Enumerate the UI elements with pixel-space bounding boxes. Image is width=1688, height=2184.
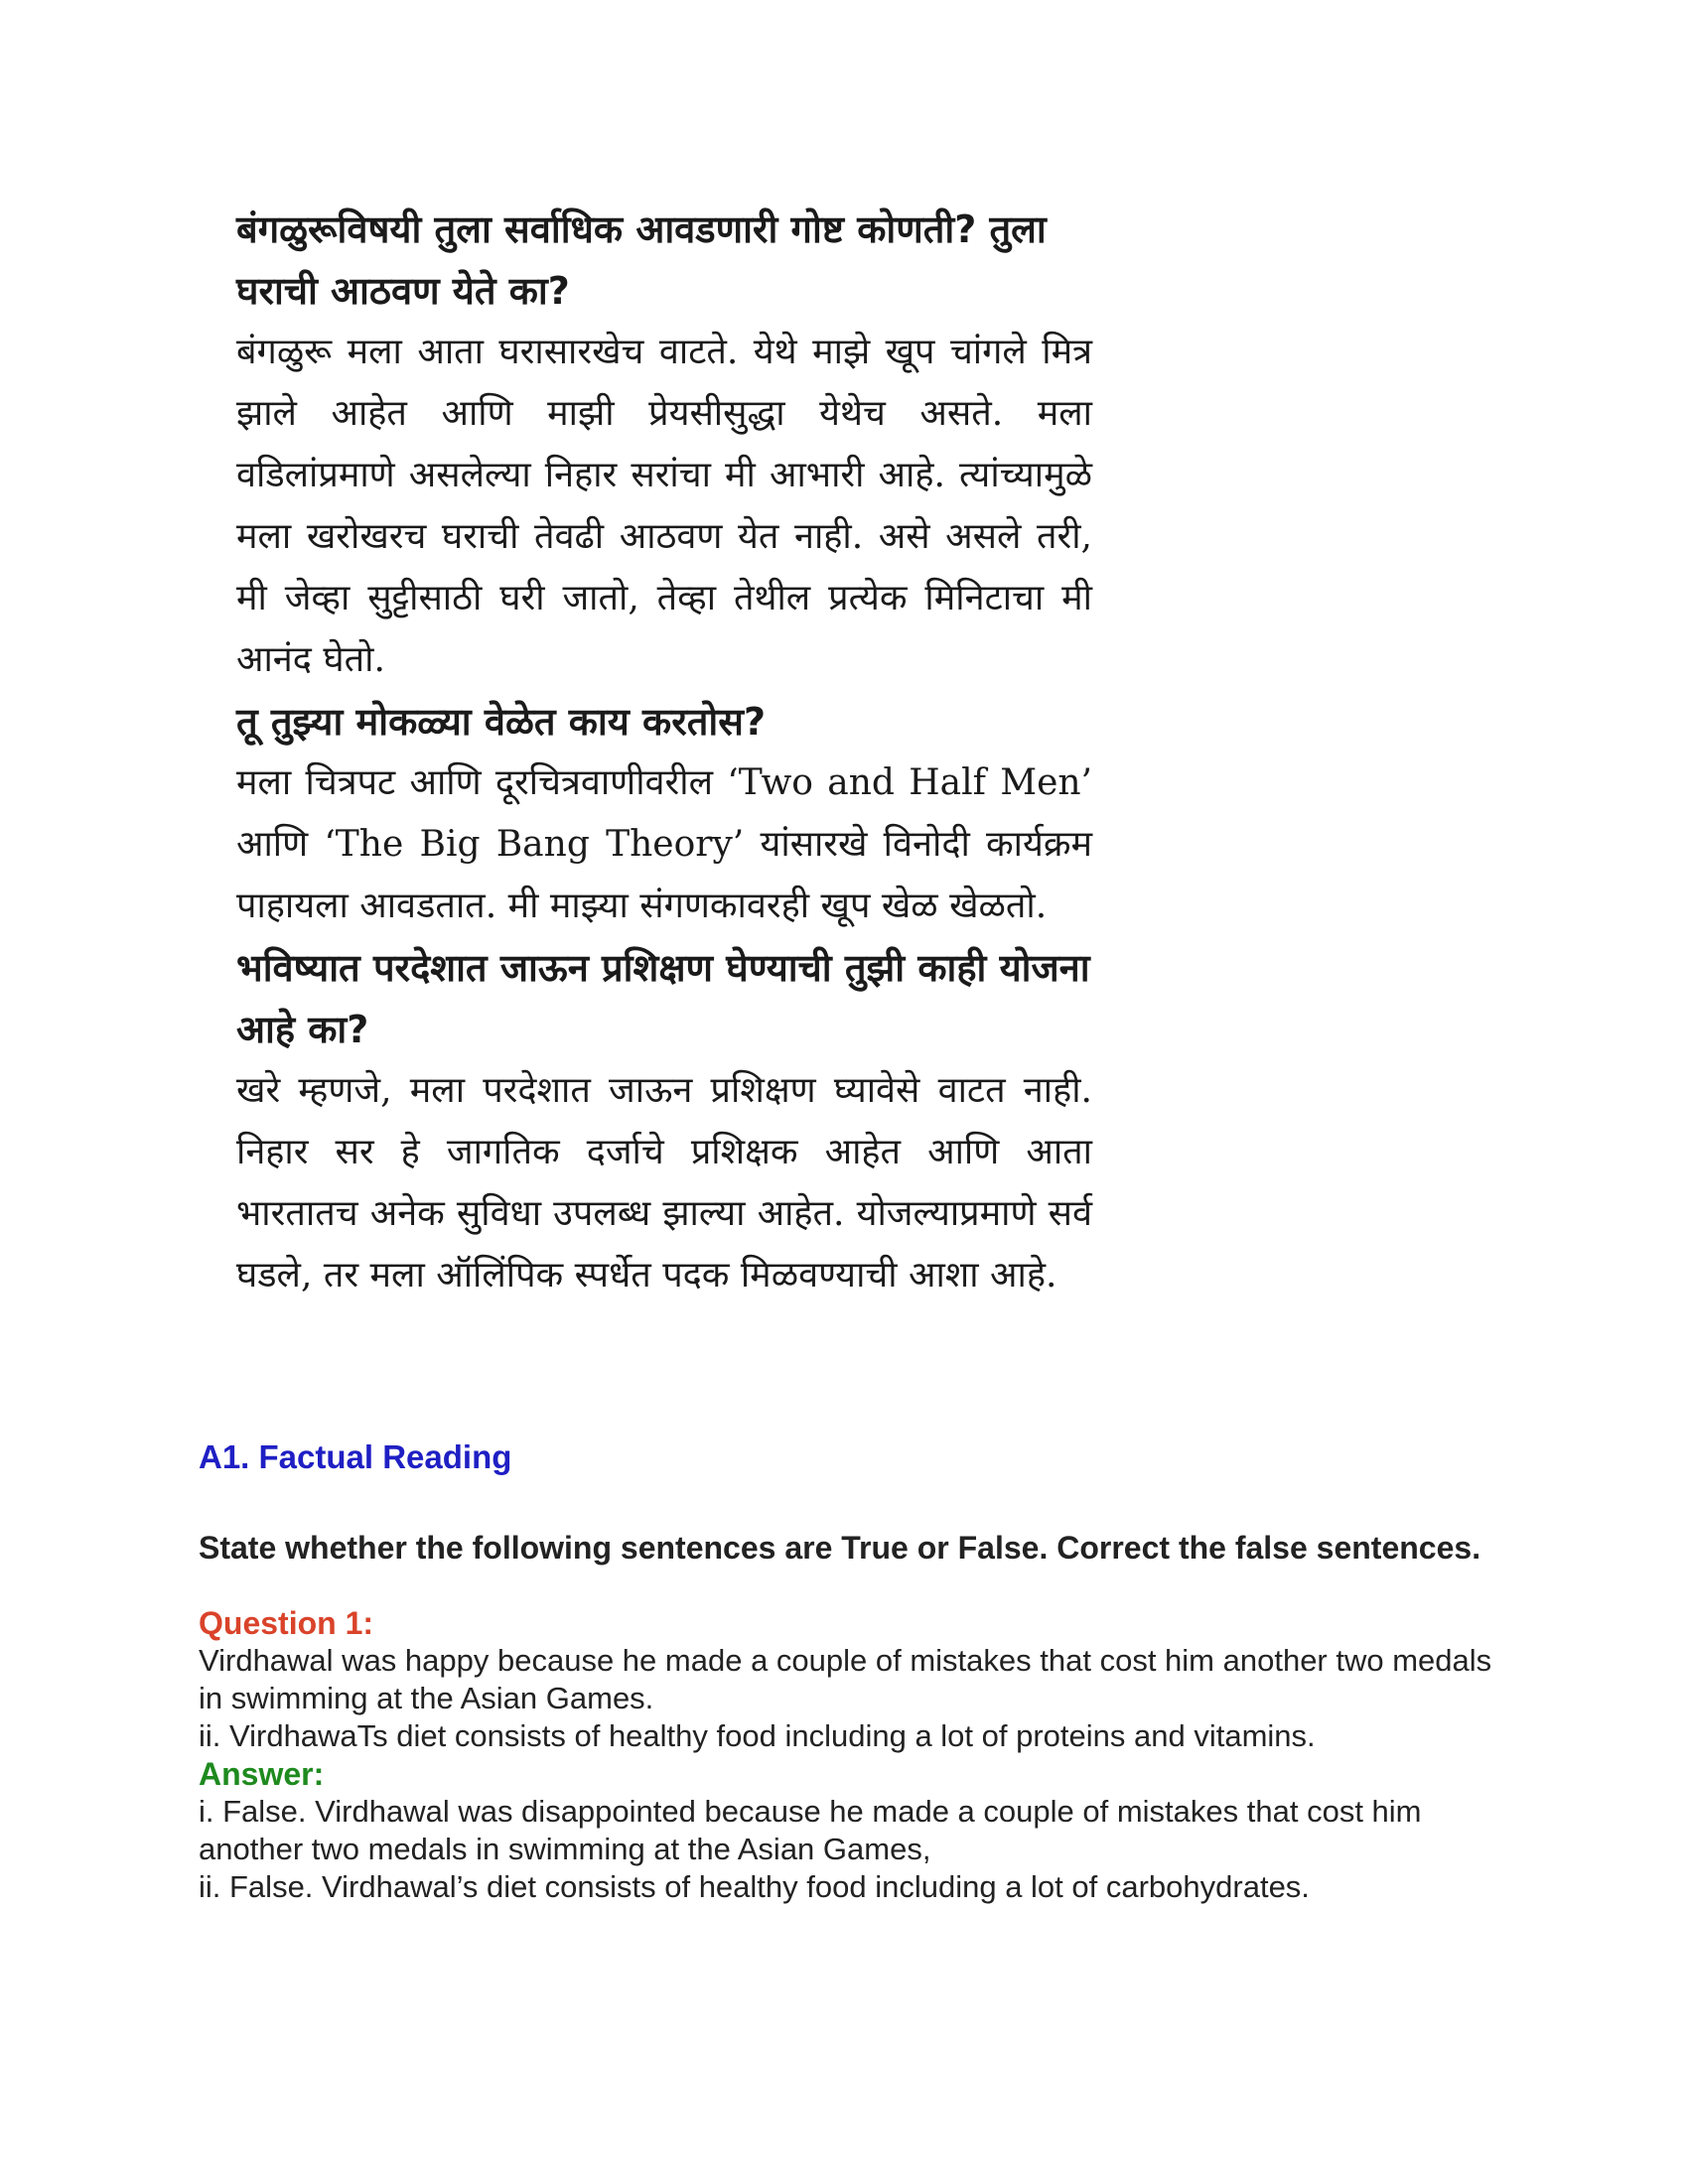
marathi-interview-excerpt xyxy=(236,199,1092,1306)
answer-label: Answer: xyxy=(199,1756,325,1792)
section-title: A1. Factual Reading xyxy=(199,1438,512,1475)
interview-question-1: बंगळुरूविषयी तुला सर्वाधिक आवडणारी गोष्ट कोणती? तुला घराची आठवण येते का? xyxy=(236,207,1047,313)
question-label: Question 1: xyxy=(199,1605,374,1641)
answer-line-1: i. False. Virdhawal was disappointed because he made a couple of mistakes that cost him another two medals in swimming at the Asian Games, xyxy=(199,1794,1422,1866)
interview-question-3: भविष्यात परदेशात जाऊन प्रशिक्षण घेण्याची तुझी काही योजना आहे का? xyxy=(236,946,1090,1051)
question-line-2: ii. VirdhawaTs diet consists of healthy food including a lot of proteins and vitamins. xyxy=(199,1718,1316,1753)
interview-answer-2: मला चित्रपट आणि दूरचित्रवाणीवरील ‘Two and Half Men’ आणि ‘The Big Bang Theory’ यांसारखे विनोदी कार्यक्रम पाहायला आवडतात. मी माझ्या संगणकावरही खूप खेळ खेळतो. xyxy=(236,762,1092,926)
question-line-1: Virdhawal was happy because he made a couple of mistakes that cost him another two medals in swimming at the Asian Games. xyxy=(199,1643,1492,1715)
interview-answer-1: बंगळुरू मला आता घरासारखेच वाटते. येथे माझे खूप चांगले मित्र झाले आहेत आणि माझी प्रेयसीसुद्धा येथेच असते. मला वडिलांप्रमाणे असलेल्या निहार सरांचा मी आभारी आहे. त्यांच्यामुळे मला खरोखरच घराची तेवढी आठवण येत नाही. असे असले तरी, मी जेव्हा सुट्टीसाठी घरी जातो, तेव्हा तेथील प्रत्येक मिनिटाचा मी आनंद घेतो. xyxy=(236,332,1092,680)
interview-answer-3: खरे म्हणजे, मला परदेशात जाऊन प्रशिक्षण घ्यावेसे वाटत नाही. निहार सर हे जागतिक दर्जाचे प्रशिक्षक आहेत आणि आता भारतातच अनेक सुविधा उपलब्ध झाल्या आहेत. योजल्याप्रमाणे सर्व घडले, तर मला ऑलिंपिक स्पर्धेत पदक मिळवण्याची आशा आहे. xyxy=(236,1070,1092,1296)
answer-line-2: ii. False. Virdhawal’s diet consists of healthy food including a lot of carbohydrates. xyxy=(199,1869,1310,1904)
question-answer-block xyxy=(199,1604,1509,1906)
exercise-instruction: State whether the following sentences are True or False. Correct the false sentences. xyxy=(199,1530,1481,1566)
interview-question-2: तू तुझ्या मोकळ्या वेळेत काय करतोस? xyxy=(236,700,766,744)
